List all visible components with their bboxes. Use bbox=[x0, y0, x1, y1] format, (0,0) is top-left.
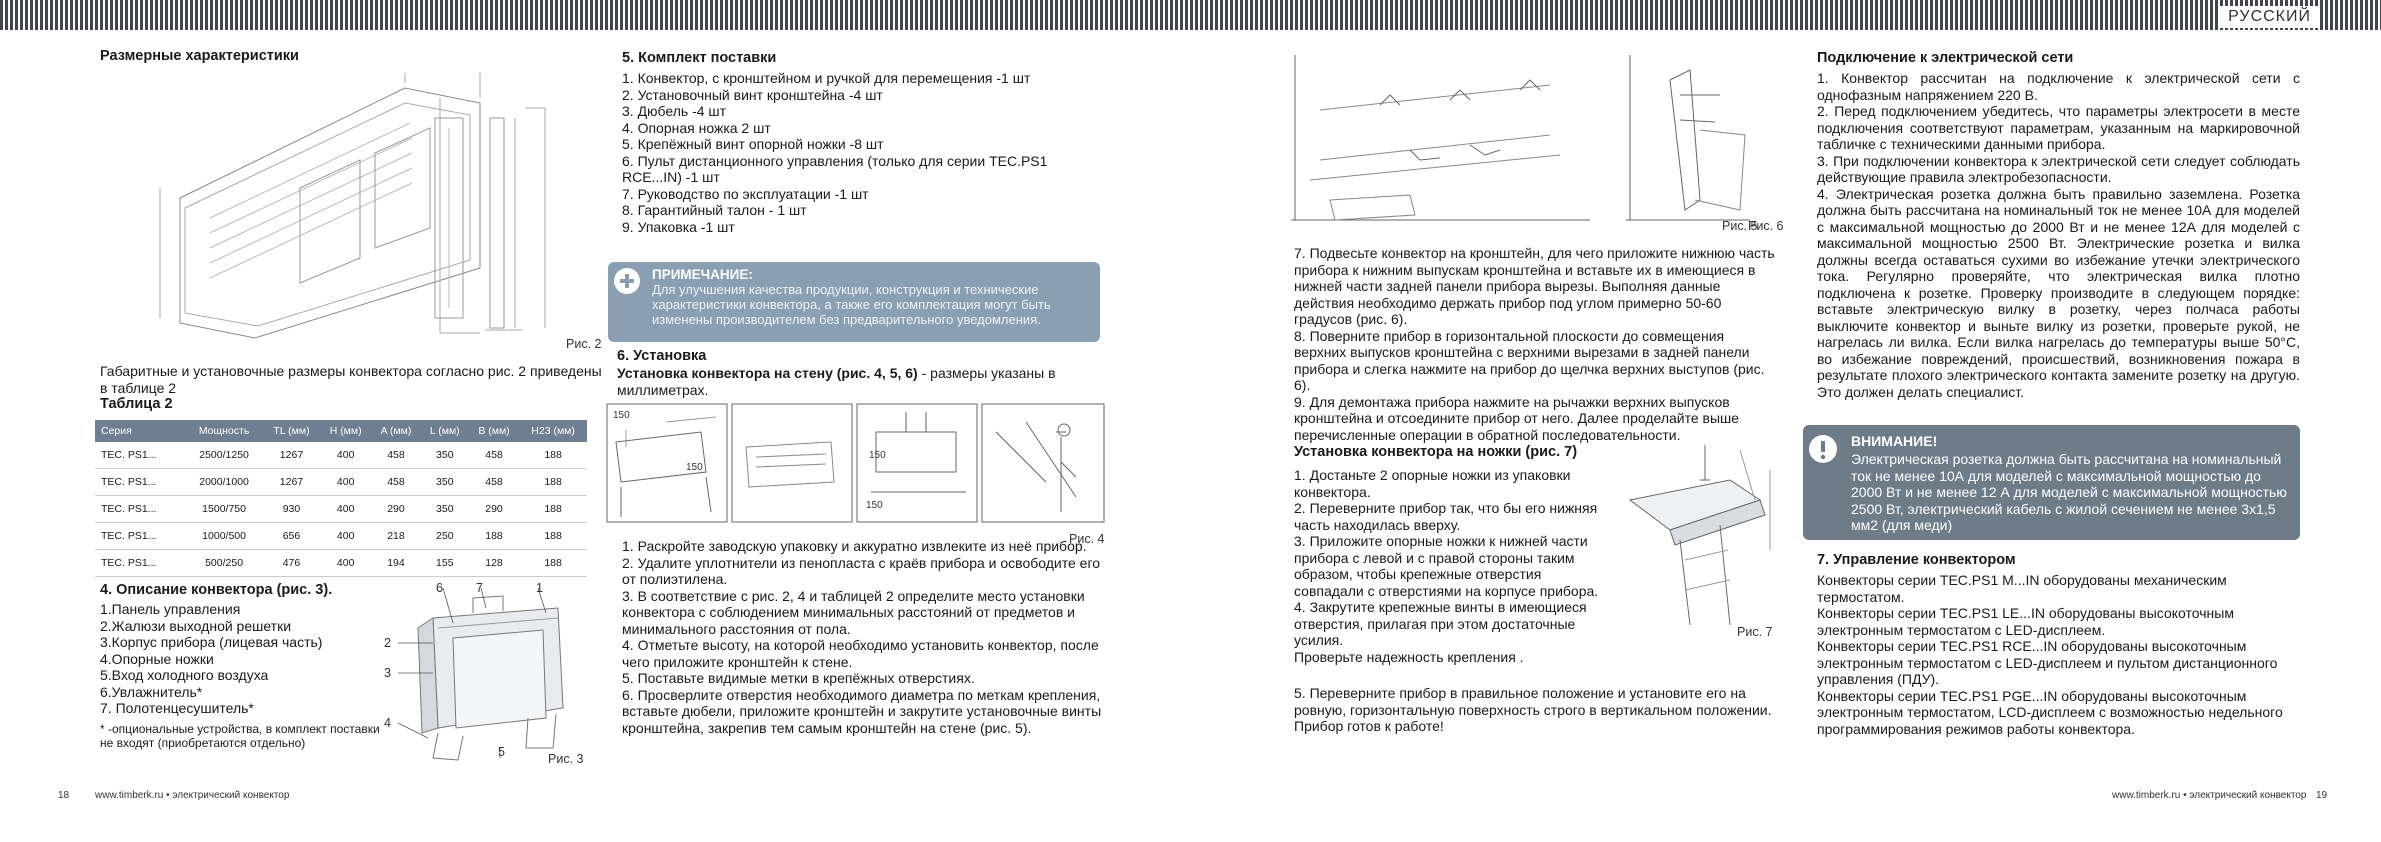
desc-heading: 4. Описание конвектора (рис. 3). bbox=[100, 582, 333, 598]
bracket-diagrams bbox=[1290, 50, 1770, 230]
table-cell: 128 bbox=[469, 550, 519, 577]
table-cell: 290 bbox=[469, 496, 519, 523]
fig3-label-3: 3 bbox=[384, 666, 391, 680]
table-cell: TEC. PS1... bbox=[95, 523, 185, 550]
table-cell: 350 bbox=[421, 496, 469, 523]
table-cell: 500/250 bbox=[185, 550, 263, 577]
fig4-caption: Рис. 4 bbox=[1069, 532, 1105, 546]
table-cell: 155 bbox=[421, 550, 469, 577]
desc-list bbox=[100, 601, 390, 717]
install-step: 5. Поставьте видимые метки в крепёжных отверстиях. bbox=[622, 670, 975, 686]
table-cell: TEC. PS1... bbox=[95, 469, 185, 496]
table-cell: 350 bbox=[421, 469, 469, 496]
table-header-cell: B (мм) bbox=[469, 420, 519, 442]
fig3-label-4: 4 bbox=[384, 716, 391, 730]
spec-table-wrap bbox=[95, 420, 587, 577]
table-cell: 188 bbox=[519, 523, 587, 550]
left-page-number: 18 bbox=[58, 790, 70, 801]
install-step: 6. Просверлите отверстия необходимого диаметра по меткам крепления, вставьте дюбели, приложите кронштейн и закрутите установочные винты кронштейна, закрепив тем самым кронштейн на стене (рис. 5). bbox=[622, 686, 1102, 736]
fig3-label-5: 5 bbox=[498, 745, 505, 759]
table-cell: 458 bbox=[469, 442, 519, 469]
table-cell: 350 bbox=[421, 442, 469, 469]
kit-list-item: 3. Дюбель -4 шт bbox=[622, 103, 727, 119]
spec-table bbox=[95, 420, 587, 577]
install-step: 3. В соответствие с рис. 2, 4 и таблицей 2 определите место установки конвектора с соблюдением минимальных расстояний от предметов и минимального расстояния от пола. bbox=[622, 587, 1085, 637]
connection-heading: Подключение к электрической сети bbox=[1817, 50, 2074, 66]
table-cell: 218 bbox=[371, 523, 421, 550]
convector-drawing bbox=[378, 578, 573, 768]
install-diagrams bbox=[606, 402, 1106, 524]
table-cell: 458 bbox=[371, 469, 421, 496]
desc-list-item: 5.Вход холодного воздуха bbox=[100, 667, 269, 683]
connection-text: 1. Конвектор рассчитан на подключение к электрической сети с однофазным напряжением 220 В. 2. Перед подключением убедитесь, что параметры электросети в месте подключения соответствуют параметрам, указанным на маркировочной табличке с техническими данными прибора. 3. При подключении конвектора к электрической сети следует соблюдать действующие правила электробезопасности. 4. Электрическая розетка должна быть правильно заземлена. Розетка должна быть рассчитана на номинальный ток не менее 10А для моделей с максимальной мощностью до 2000 Вт и не менее 12А для моделей с максимальной мощностью 2500 Вт. Электрические розетка и вилка должны всегда оставаться сухими во избежание утечки электрического тока. Регулярно проверяйте, что электрическая вилка плотно подключена к розетке. Проверку производите в следующем порядке: вставьте электрическую вилку в розетку, через полчаса работы выключите конвектор и выньте вилку из розетки, проверьте рукой, не нагрелась ли вилка. Если вилка нагрелась до температуры выше 50°С, во избежание повреждений, происшествий, возникновения пожара в результате плохого электрического контакта замените розетку на другую. Это должен делать специалист. bbox=[1817, 70, 2300, 400]
table-cell: 2000/1000 bbox=[185, 469, 263, 496]
fig3-label-1: 1 bbox=[536, 581, 543, 595]
table-cell: 1000/500 bbox=[185, 523, 263, 550]
kit-list-item: 5. Крепёжный винт опорной ножки -8 шт bbox=[622, 136, 884, 152]
table-cell: 400 bbox=[320, 442, 371, 469]
install-step: 1. Раскройте заводскую упаковку и аккуратно извлеките из неё прибор. bbox=[622, 538, 1087, 554]
fig4-dim-3: 150 bbox=[869, 450, 886, 461]
fig3-caption: Рис. 3 bbox=[548, 752, 584, 766]
control-heading: 7. Управление конвектором bbox=[1817, 552, 2016, 568]
note-text: Для улучшения качества продукции, конструкция и технические характеристики конвектора, а также его комплектация могут быть изменены производителем без предварительного уведомления. bbox=[652, 282, 1051, 327]
table-cell: 2500/1250 bbox=[185, 442, 263, 469]
table-cell: 400 bbox=[320, 550, 371, 577]
table-cell: 188 bbox=[519, 469, 587, 496]
kit-list-item: 4. Опорная ножка 2 шт bbox=[622, 119, 771, 136]
table-cell: 930 bbox=[263, 496, 320, 523]
fig4-dim-4: 150 bbox=[866, 500, 883, 511]
kit-list-item: 9. Упаковка -1 шт bbox=[622, 218, 735, 235]
fig3-label-7: 7 bbox=[476, 581, 483, 595]
legs-heading: Установка конвектора на ножки (рис. 7) bbox=[1294, 444, 1578, 460]
table-header-cell: H (мм) bbox=[320, 420, 371, 442]
fig3-label-6: 6 bbox=[436, 581, 443, 595]
desc-list-item: 6.Увлажнитель* bbox=[100, 683, 203, 700]
legs-drawing bbox=[1610, 440, 1780, 630]
desc-list-item: 1.Панель управления bbox=[100, 601, 241, 617]
table-cell: 400 bbox=[320, 469, 371, 496]
desc-list-item: 3.Корпус прибора (лицевая часть) bbox=[100, 634, 323, 650]
table-row bbox=[95, 496, 587, 523]
install-sub-bold: Установка конвектора на стену (рис. 4, 5, 6) bbox=[617, 365, 918, 381]
table-cell: 1267 bbox=[263, 469, 320, 496]
top-decorative-band bbox=[0, 0, 2381, 30]
table-cell: TEC. PS1... bbox=[95, 496, 185, 523]
table-cell: 250 bbox=[421, 523, 469, 550]
table-row bbox=[95, 442, 587, 469]
install-step: 2. Удалите уплотнители из пенопласта с краёв прибора и освободите его от полиэтилена. bbox=[622, 554, 1101, 587]
desc-list-item: 2.Жалюзи выходной решетки bbox=[100, 617, 292, 634]
table-cell: 400 bbox=[320, 496, 371, 523]
desc-note: * -опциональные устройства, в комплект поставки не входят (приобретаются отдельно) bbox=[100, 722, 380, 750]
note-title: ПРИМЕЧАНИЕ: bbox=[652, 267, 753, 282]
table-cell: 290 bbox=[371, 496, 421, 523]
table-header-cell: H23 (мм) bbox=[519, 420, 587, 442]
table-row bbox=[95, 550, 587, 577]
warning-text: Электрическая розетка должна быть рассчитана на номинальный ток не менее 10А для моделей с максимальной мощностью до 2000 Вт и не менее 12 А для моделей с максимальной мощностью 2500 Вт, электрический кабель с жилой сечением не менее 3х1,5 мм2 (для меди) bbox=[1851, 451, 2287, 533]
plus-icon bbox=[614, 268, 640, 294]
legs-steps: 1. Достаньте 2 опорные ножки из упаковки конвектора. 2. Переверните прибор так, что бы его нижняя часть находилась вверху. 3. Приложите опорные ножки к нижней части прибора с левой и с правой стороны таким образом, чтобы крепежные отверстия совпадали с отверстиями на корпусе прибора. 4. Закрутите крепежные винты в имеющиеся отверстия, прилагая при этом достаточные усилия. Проверьте надежность крепления . bbox=[1294, 467, 1599, 665]
table-cell: 188 bbox=[519, 496, 587, 523]
kit-list-item: 8. Гарантийный талон - 1 шт bbox=[622, 202, 807, 218]
dims-heading: Размерные характеристики bbox=[100, 48, 299, 64]
table-cell: 400 bbox=[320, 523, 371, 550]
table-cell: 476 bbox=[263, 550, 320, 577]
table-title: Таблица 2 bbox=[100, 396, 173, 412]
language-tab: РУССКИЙ bbox=[2220, 6, 2319, 28]
fig6-caption: Рис. 6 bbox=[1748, 219, 1784, 233]
kit-list-item: 6. Пульт дистанционного управления (только для серии TEC.PS1 RCE...IN) -1 шт bbox=[622, 152, 1048, 185]
warning-box bbox=[1803, 425, 2300, 540]
install-step: 4. Отметьте высоту, на которой необходимо установить конвектор, после чего приложите кронштейн к стене. bbox=[622, 637, 1099, 670]
legs-step5: 5. Переверните прибор в правильное положение и установите его на ровную, горизонтальную поверхность строго в вертикальном положении. Прибор готов к работе! bbox=[1294, 685, 1772, 734]
right-footer: www.timberk.ru • электрический конвектор bbox=[2112, 790, 2307, 801]
desc-list-item: 7. Полотенцесушитель* bbox=[100, 700, 254, 716]
kit-list-item: 7. Руководство по эксплуатации -1 шт bbox=[622, 185, 869, 202]
kit-list-item: 1. Конвектор, с кронштейном и ручкой для перемещения -1 шт bbox=[622, 70, 1031, 86]
install-heading: 6. Установка bbox=[617, 348, 707, 364]
note-box bbox=[608, 262, 1100, 342]
install-steps bbox=[622, 538, 1107, 736]
fig5-caption: Рис. 5 bbox=[1722, 219, 1758, 233]
fig4-dim-2: 150 bbox=[686, 462, 703, 473]
kit-heading: 5. Комплект поставки bbox=[622, 50, 777, 66]
steps-7-9: 7. Подвесьте конвектор на кронштейн, для чего приложите нижнюю часть прибора к нижним выпускам кронштейна и вставьте их в имеющиеся в нижней части задней панели прибора вырезы. Выполняя данные действия необходимо держать прибор под углом примерно 50-60 градусов (рис. 6). 8. Поверните прибор в горизонтальной плоскости до совмещения верхних выпусков кронштейна с верхними вырезами в задней панели прибора и слегка нажмите на прибор до щелчка верхних выступов (рис. 6). 9. Для демонтажа прибора нажмите на рычажки верхних выпусков кронштейна и отсоедините прибор от него. Далее проделайте выше перечисленные операции в обратной последовательности. bbox=[1294, 245, 1775, 443]
exclamation-icon bbox=[1809, 435, 1837, 463]
table-header-cell: L (мм) bbox=[421, 420, 469, 442]
kit-list bbox=[622, 70, 1107, 235]
warning-title: ВНИМАНИЕ! bbox=[1851, 433, 1938, 449]
table-cell: 1500/750 bbox=[185, 496, 263, 523]
table-cell: 194 bbox=[371, 550, 421, 577]
spec-table-header bbox=[95, 420, 587, 442]
install-sub-rest: - размеры указаны в миллиметрах. bbox=[617, 365, 1056, 398]
fig3-label-2: 2 bbox=[384, 636, 391, 650]
dims-text: Габаритные и установочные размеры конвектора согласно рис. 2 приведены в таблице 2 bbox=[100, 363, 602, 396]
table-cell: 1267 bbox=[263, 442, 320, 469]
table-header-cell: Серия bbox=[95, 420, 185, 442]
desc-list-item: 4.Опорные ножки bbox=[100, 650, 214, 667]
table-cell: 656 bbox=[263, 523, 320, 550]
table-row bbox=[95, 469, 587, 496]
table-header-cell: Мощность bbox=[185, 420, 263, 442]
dimensions-drawing bbox=[150, 68, 590, 343]
table-cell: 188 bbox=[469, 523, 519, 550]
table-cell: TEC. PS1... bbox=[95, 442, 185, 469]
table-cell: TEC. PS1... bbox=[95, 550, 185, 577]
table-header-cell: TL (мм) bbox=[263, 420, 320, 442]
table-cell: 458 bbox=[469, 469, 519, 496]
table-cell: 458 bbox=[371, 442, 421, 469]
fig7-caption: Рис. 7 bbox=[1737, 625, 1773, 639]
table-cell: 188 bbox=[519, 442, 587, 469]
table-header-cell: A (мм) bbox=[371, 420, 421, 442]
install-subheading bbox=[617, 365, 1102, 398]
fig2-caption: Рис. 2 bbox=[566, 337, 602, 351]
control-text: Конвекторы серии TEC.PS1 M...IN оборудованы механическим термостатом. Конвекторы серии TEC.PS1 LE...IN оборудованы высокоточным электронным термостатом с LED-дисплеем. Конвекторы серии TEC.PS1 RCE...IN оборудованы высокоточным электронным термостатом с LED-дисплеем и пультом дистанционного управления (ПДУ). Конвекторы серии TEC.PS1 PGE...IN оборудованы высокоточным электронным термостатом, LCD-дисплеем с возможностью недельного программирования режимов работы конвектора. bbox=[1817, 572, 2283, 737]
left-footer: www.timberk.ru • электрический конвектор bbox=[95, 790, 290, 801]
table-row bbox=[95, 523, 587, 550]
kit-list-item: 2. Установочный винт кронштейна -4 шт bbox=[622, 86, 883, 103]
right-page-number: 19 bbox=[2316, 790, 2328, 801]
table-cell: 188 bbox=[519, 550, 587, 577]
fig4-dim-1: 150 bbox=[613, 410, 630, 421]
